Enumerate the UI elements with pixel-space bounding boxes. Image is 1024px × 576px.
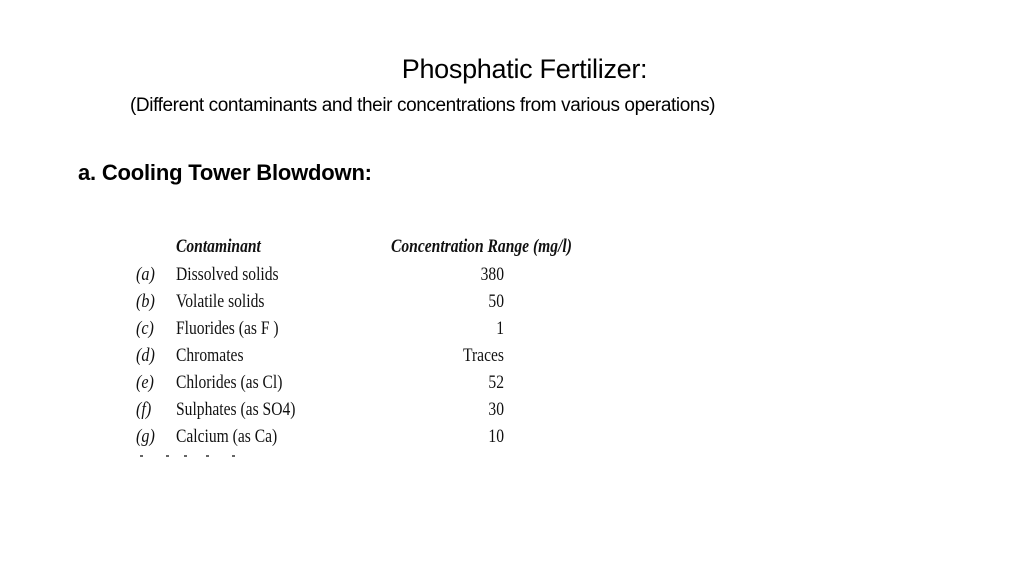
column-header-contaminant: Contaminant: [176, 236, 261, 257]
contaminant-name: Dissolved solids: [176, 264, 279, 285]
row-index: (f): [136, 399, 152, 420]
concentration-value: 10: [488, 426, 504, 447]
table-row: [136, 318, 606, 345]
contaminant-name: Calcium (as Ca): [176, 426, 278, 447]
section-heading: a. Cooling Tower Blowdown:: [78, 160, 372, 185]
table-row: [136, 426, 606, 453]
table-row: [136, 399, 606, 426]
table-row: [136, 291, 606, 318]
concentration-value: 1: [496, 318, 504, 339]
contaminant-name: Chlorides (as Cl): [176, 372, 283, 393]
slide-title: Phosphatic Fertilizer:: [401, 54, 648, 84]
row-index: (d): [136, 345, 155, 366]
concentration-value: 52: [488, 372, 504, 393]
contaminant-name: Chromates: [176, 345, 244, 366]
contaminant-name: Fluorides (as F ): [176, 318, 279, 339]
row-index: (a): [136, 264, 155, 285]
concentration-value: Traces: [463, 345, 504, 366]
row-index: (e): [136, 372, 154, 393]
slide-subtitle: (Different contaminants and their concentrations from various operations): [130, 95, 716, 116]
column-header-concentration-range: Concentration Range (mg/l): [391, 236, 572, 257]
table-row: [136, 372, 606, 399]
contaminant-table-image: [136, 234, 606, 462]
row-index: (g): [136, 426, 155, 447]
concentration-value: 30: [488, 399, 504, 420]
table-row: [136, 264, 606, 291]
row-index: (b): [136, 291, 155, 312]
table-row: [136, 345, 606, 372]
contaminant-name: Volatile solids: [176, 291, 265, 312]
row-index: (c): [136, 318, 154, 339]
contaminant-name: Sulphates (as SO4): [176, 399, 296, 420]
concentration-value: 380: [480, 264, 504, 285]
concentration-value: 50: [488, 291, 504, 312]
cropped-row-remnant: [136, 455, 266, 461]
